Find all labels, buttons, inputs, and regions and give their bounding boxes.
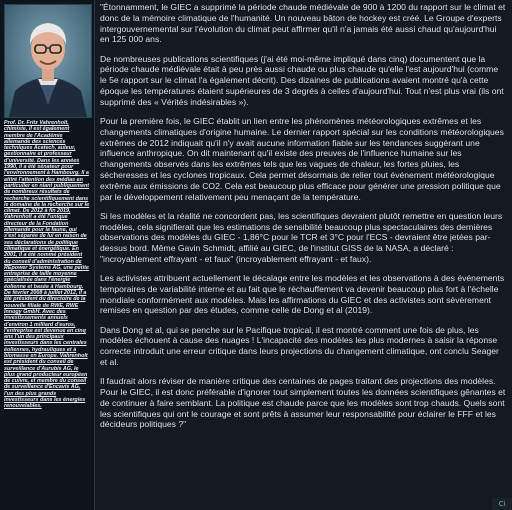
author-portrait-image xyxy=(5,5,91,117)
article-paragraph-3: Pour la première fois, le GIEC établit un lien entre les phénomènes météorologiques extrêmes et les changements climatiques d'origine humaine. Le dernier rapport spécial sur les conditions météorologiques extrêmes de 2012 indiquait qu'il n'y avait aucune information fiable sur les tendances suggérant une influence anthropique. On dit maintenant qu'il existe des preuves de l'influence humaine sur les changements observés dans les extrêmes tels que les vagues de chaleur, les fortes pluies, les sécheresses et les cyclones tropicaux. Cela permet désormais de relier tout événement météorologique extrême aux émissions de CO2. Cela est beaucoup plus efficace pour générer une pression politique que par le développement relativement peu menaçant de la température. xyxy=(100,115,504,202)
author-bio: Prof. Dr. Fritz Vahrenholt, chimiste, il est également membre de l'Académie allemande des sciences techniques Acatech, auteur, gestionnaire et professeur d'université. Dans les années 1990, il a été sénateur pour l'environnement à Hambourg. Il a attiré l'attention des médias en particulier en niant publiquement de nombreux résultats de recherche scientifiquement dans le domaine de la recherche sur le climat. De 2012 à fin 2019, Vahrenholt a été l'unique directeur de la Fondation allemande pour la faune, qui s'est séparée de lui en raison de ses déclarations de politique climatique et énergétique. En 2001, il a été nommé président du conseil d'administration de REpower Systems AG, une petite entreprise de taille moyenne spécialisée dans l'énergie éolienne et basée à Hambourg. De février 2008 à juillet 2012, il a été président du directoire de la nouvelle filiale de RWE, RWE Innogy GmbH. Avec des investissements annuels d'environ 1 milliard d'euros, l'entreprise est devenue en cinq ans l'un des principaux investisseurs dans les centrales éoliennes, hydrauliques et à biomasse en Europe. Vahrenholt est président du conseil de surveillance d'Aurubis AG, le plus grand producteur européen de cuivre, et membre du conseil de surveillance d'Encavis AG, l'un des plus grands investisseurs dans les énergies renouvelables. xyxy=(4,120,90,410)
article-paragraph-4: Si les modèles et la réalité ne concordent pas, les scientifiques devraient plutôt remettre en question leurs modèles, cela signifierait que les estimations de sensibilité beaucoup plus spectaculaires des dernières observations des modèles du GIEC - 1,86°C pour le TCR et 3°C pour l'ECS - devraient être jetées par-dessus bord. Même Gavin Schmidt, affilié au GIEC, de l'institut GISS de la NASA, a déclaré : "incroyablement effrayant - et faux" (incroyablement effrayant - et faux). xyxy=(100,210,503,264)
watermark-label: Ci xyxy=(492,498,512,510)
article-paragraph-5: Les activistes attribuent actuellement le décalage entre les modèles et les observations à des événements temporaires de variabilité interne et au fait que le réchauffement va devenir beaucoup plus fort à l'échelle mondiale conformément aux modèles. Mais les affirmations du GIEC et des activistes sont sévèrement remises en question par des études, comme celle de Dong et al (2019). xyxy=(100,273,505,316)
article-paragraph-7: Il faudrait alors réviser de manière critique des centaines de pages traitant des projections des modèles. Pour le GIEC, il est donc préférable d'ignorer tout simplement toutes les données scientifiques gênantes et de continuer à faire semblant. La politique est chaude parce que les modèles sont trop chauds. Quels sont les scientifiques qui ont le courage et sont prêts à assumer leur responsabilité pour éclairer le FFF et les décideurs politiques ?" xyxy=(100,376,506,430)
author-portrait xyxy=(4,4,92,118)
article-paragraph-6: Dans Dong et al, qui se penche sur le Pacifique tropical, il est montré comment une fois de plus, les modèles échouent à cause des nuages ! L'incapacité des modèles les plus modernes à saisir la réponse correcte introduit une erreur critique dans leurs projections du changement climatique, ont conclu Seager et al. xyxy=(100,324,499,368)
article-paragraph-1: "Étonnamment, le GIEC a supprimé la période chaude médiévale de 900 à 1200 du rapport sur le climat et donc de la mémoire climatique de l'humanité. Un nouveau bâton de hockey est créé. Le Groupe d'experts intergouvernemental sur l'évolution du climat peut affirmer qu'il n'a jamais été aussi chaud qu'aujourd'hui en 125 000 ans. xyxy=(100,2,506,45)
article-paragraph-2: De nombreuses publications scientifiques (j'ai été moi-même impliqué dans cinq) documentent que la période chaude médiévale était à peu près aussi chaude ou plus chaude qu'elle l'est aujourd'hui (comme le 5e rapport sur le climat l'a également décrit). Des dizaines de publications avaient montré qu'à cette époque les températures étaient supérieures de 3 degrés à celles d'aujourd'hui. Tout n'est plus vrai (ils ont supprimé des « Vérités indésirables »). xyxy=(100,53,504,107)
author-sidebar xyxy=(0,0,95,510)
article-body xyxy=(100,2,506,508)
